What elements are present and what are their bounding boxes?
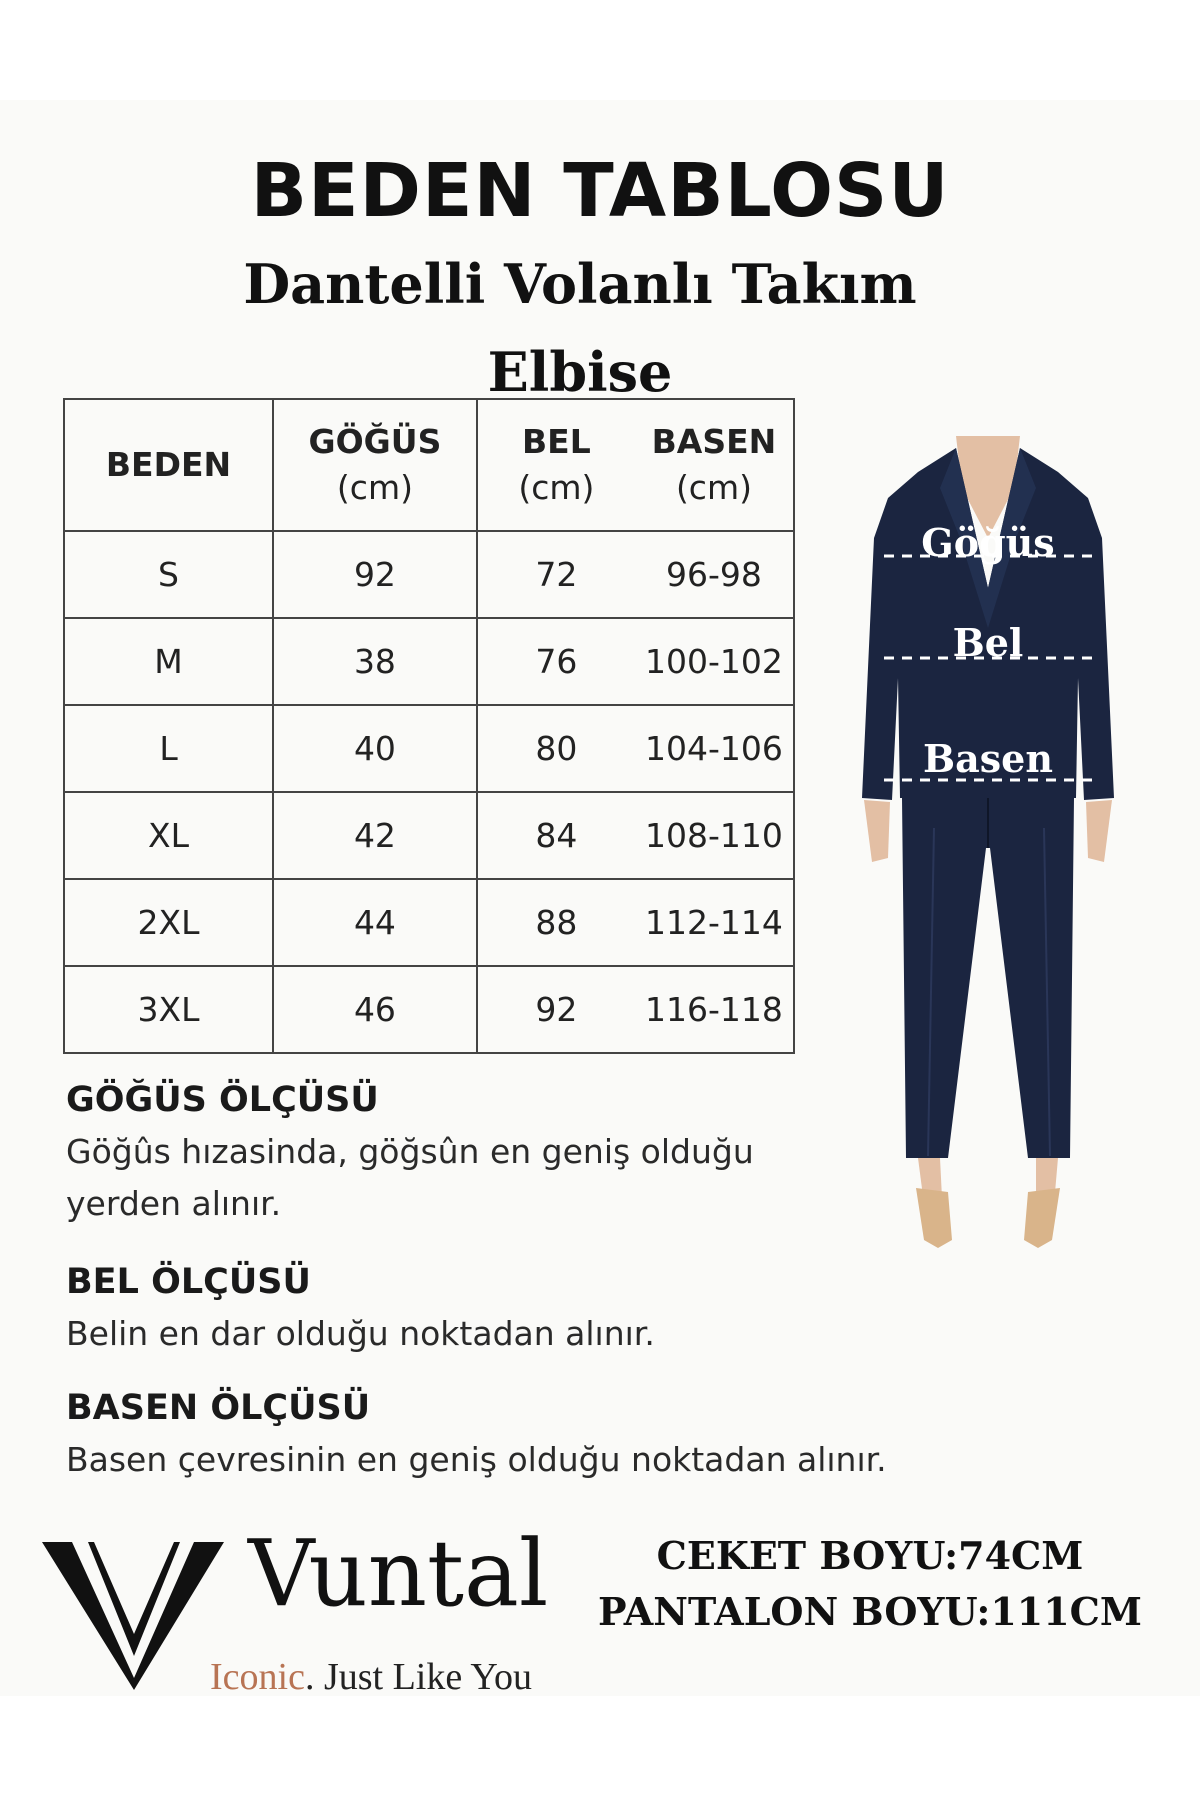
- cell-size: 3XL: [64, 966, 273, 1053]
- header-bel: [477, 399, 635, 531]
- waist-measurement: [66, 1262, 966, 1360]
- hand-left: [864, 800, 890, 862]
- tagline-rest: . Just Like You: [304, 1656, 532, 1698]
- chest-label: Göğüs: [921, 520, 1055, 565]
- cell-size: XL: [64, 792, 273, 879]
- header-unit: (cm): [675, 468, 752, 507]
- hip-measurement: [66, 1388, 1066, 1486]
- header-beden: [64, 399, 273, 531]
- cell-bel: 84: [477, 792, 635, 879]
- hip-label: Basen: [923, 736, 1053, 781]
- header-label: GÖĞÜS: [308, 422, 442, 461]
- product-name-line-2: Elbise: [487, 340, 673, 404]
- brand-name: Vuntal: [248, 1520, 549, 1627]
- size-table-header: [64, 399, 794, 531]
- waist-measurement-title: BEL ÖLÇÜSÜ: [66, 1262, 311, 1302]
- pants-length: PANTALON BOYU:111CM: [598, 1589, 1142, 1634]
- cell-gogus: 38: [273, 618, 477, 705]
- jacket-length: CEKET BOYU:74CM: [656, 1533, 1084, 1578]
- model-figure: [838, 428, 1138, 1308]
- cell-gogus: 44: [273, 879, 477, 966]
- brand-logo-mark: [42, 1538, 224, 1690]
- tagline-accent: Iconic: [210, 1656, 305, 1698]
- cell-bel: 92: [477, 966, 635, 1053]
- cell-gogus: 42: [273, 792, 477, 879]
- header-unit: (cm): [518, 468, 595, 507]
- cell-basen: 104-106: [635, 705, 794, 792]
- cell-gogus: 40: [273, 705, 477, 792]
- header-gogus: [273, 399, 477, 531]
- cell-bel: 88: [477, 879, 635, 966]
- cell-basen: 108-110: [635, 792, 794, 879]
- page-title: BEDEN TABLOSU: [250, 148, 950, 234]
- table-row: [64, 879, 794, 966]
- cell-size: 2XL: [64, 879, 273, 966]
- header-label: BEDEN: [105, 445, 232, 484]
- hand-right: [1086, 800, 1112, 862]
- hip-measurement-text: Basen çevresinin en geniş olduğu noktadan alınır.: [66, 1440, 887, 1479]
- waist-measurement-text: Belin en dar olduğu noktadan alınır.: [66, 1314, 655, 1353]
- cell-bel: 72: [477, 531, 635, 618]
- product-name: [0, 240, 1160, 416]
- cell-basen: 100-102: [635, 618, 794, 705]
- chest-measurement: [66, 1080, 766, 1230]
- cell-size: S: [64, 531, 273, 618]
- chest-measurement-text: Göğûs hızasinda, göğsûn en geniş olduğu yerden alınır.: [66, 1132, 754, 1223]
- table-row: [64, 792, 794, 879]
- waist-label: Bel: [952, 620, 1024, 665]
- table-row: [64, 705, 794, 792]
- cell-bel: 76: [477, 618, 635, 705]
- cell-gogus: 46: [273, 966, 477, 1053]
- brand-tagline: [210, 1655, 532, 1699]
- shoe-right: [1024, 1188, 1060, 1248]
- table-row: [64, 966, 794, 1053]
- cell-gogus: 92: [273, 531, 477, 618]
- chest-measurement-title: GÖĞÜS ÖLÇÜSÜ: [66, 1080, 379, 1120]
- header-label: BASEN: [651, 422, 777, 461]
- garment-lengths: [590, 1528, 1150, 1640]
- cell-bel: 80: [477, 705, 635, 792]
- size-table: [63, 398, 795, 1054]
- product-name-line-1: Dantelli Volanlı Takım: [243, 252, 917, 316]
- cell-basen: 96-98: [635, 531, 794, 618]
- cell-size: M: [64, 618, 273, 705]
- header-unit: (cm): [336, 468, 413, 507]
- cell-size: L: [64, 705, 273, 792]
- header-label: BEL: [522, 422, 591, 461]
- cell-basen: 116-118: [635, 966, 794, 1053]
- shoe-left: [916, 1188, 952, 1248]
- table-row: [64, 618, 794, 705]
- table-row: [64, 531, 794, 618]
- header-basen: [635, 399, 794, 531]
- cell-basen: 112-114: [635, 879, 794, 966]
- hip-measurement-title: BASEN ÖLÇÜSÜ: [66, 1388, 371, 1428]
